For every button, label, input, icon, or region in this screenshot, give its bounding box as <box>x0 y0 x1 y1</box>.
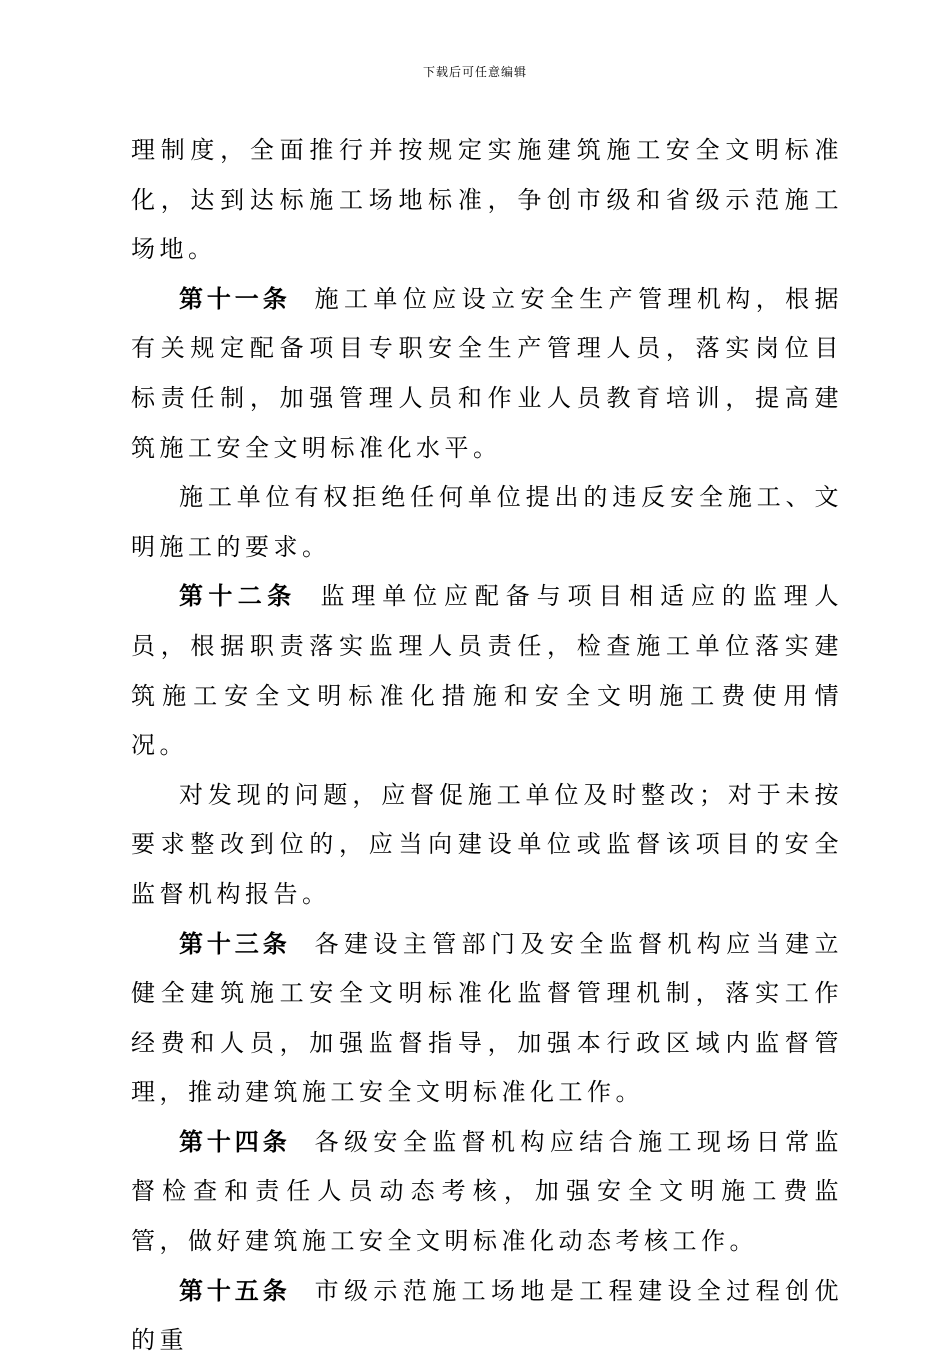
paragraph-text: 市级示范施工场地是工程建设全过程创优的重 <box>131 1276 844 1355</box>
article-12-paragraph-2 <box>131 771 843 920</box>
article-number: 第十二条 <box>179 582 297 611</box>
article-number: 第十一条 <box>179 284 291 313</box>
page-header: 下载后可任意编辑 <box>422 65 527 79</box>
article-15 <box>131 1267 843 1366</box>
article-number: 第十四条 <box>179 1127 291 1156</box>
article-number: 第十五条 <box>179 1276 291 1305</box>
paragraph-continued <box>131 126 843 275</box>
paragraph-text: 理制度，全面推行并按规定实施建筑施工安全文明标准化，达到达标施工场地标准，争创市级和省级示范施工场地。 <box>131 136 843 264</box>
article-11 <box>131 275 843 473</box>
article-12 <box>131 572 843 770</box>
article-number: 第十三条 <box>179 929 291 958</box>
paragraph-text: 各级安全监督机构应结合施工现场日常监督检查和责任人员动态考核，加强安全文明施工费监管，做好建筑施工安全文明标准化动态考核工作。 <box>131 1127 844 1256</box>
paragraph-text: 各建设主管部门及安全监督机构应当建立健全建筑施工安全文明标准化监督管理机制，落实工作经费和人员，加强监督指导，加强本行政区域内监督管理，推动建筑施工安全文明标准化工作。 <box>131 929 844 1107</box>
paragraph-text: 监理单位应配备与项目相适应的监理人员，根据职责落实监理人员责任，检查施工单位落实建筑施工安全文明标准化措施和安全文明施工费使用情况。 <box>131 582 843 760</box>
paragraph-text: 施工单位应设立安全生产管理机构，根据有关规定配备项目专职安全生产管理人员，落实岗位目标责任制，加强管理人员和作业人员教育培训，提高建筑施工安全文明标准化水平。 <box>131 284 844 462</box>
document-body <box>131 126 843 1366</box>
paragraph-text: 施工单位有权拒绝任何单位提出的违反安全施工、文明施工的要求。 <box>131 483 843 561</box>
article-14 <box>131 1118 843 1267</box>
paragraph-text: 对发现的问题，应督促施工单位及时整改；对于未按要求整改到位的，应当向建设单位或监督该项目的安全监督机构报告。 <box>131 780 843 908</box>
article-11-paragraph-2 <box>131 473 843 572</box>
article-13 <box>131 920 843 1118</box>
